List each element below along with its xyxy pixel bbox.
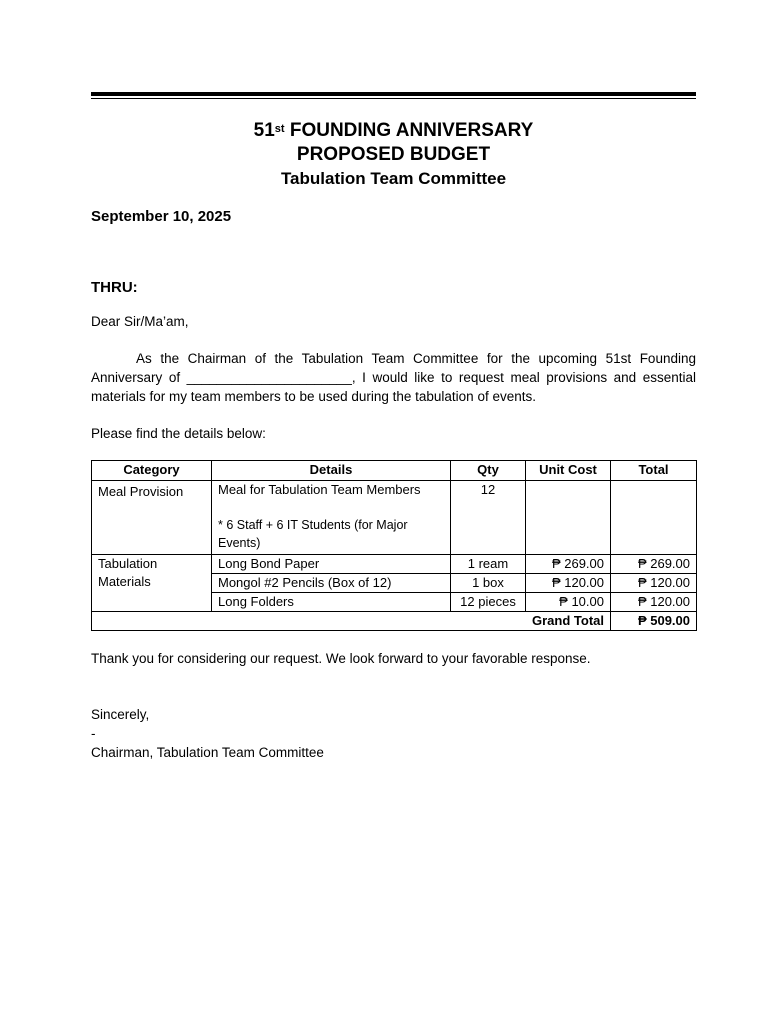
details-intro: Please find the details below: (91, 426, 266, 441)
grand-total-row (92, 612, 697, 631)
material-detail: Long Bond Paper (212, 555, 451, 574)
header-rule-thin (91, 98, 696, 99)
grand-total-value: ₱ 509.00 (611, 612, 697, 631)
document-subtitle: PROPOSED BUDGET (296, 144, 491, 165)
material-qty: 1 ream (451, 555, 526, 574)
document-title (91, 119, 696, 143)
material-qty: 1 box (451, 574, 526, 593)
material-total: ₱ 269.00 (611, 555, 697, 574)
title-number: 51 (253, 120, 275, 141)
meal-detail-note: * 6 Staff + 6 IT Students (for Major Events) (218, 518, 408, 550)
meal-detail-main: Meal for Tabulation Team Members (218, 482, 421, 497)
committee-name: Tabulation Team Committee (280, 169, 507, 188)
meal-qty: 12 (451, 481, 526, 555)
material-unit-cost: ₱ 120.00 (526, 574, 611, 593)
grand-total-label: Grand Total (92, 612, 611, 631)
title-suffix: st (274, 123, 285, 135)
material-detail: Long Folders (212, 593, 451, 612)
header-category: Category (92, 461, 212, 481)
table-header-row (92, 461, 697, 481)
meal-category: Meal Provision (92, 481, 212, 555)
salutation: Dear Sir/Ma’am, (91, 314, 189, 329)
request-paragraph: As the Chairman of the Tabulation Team Committee for the upcoming 51st Founding Anniversary of ______________________, I would like to request meal provisions and essential materials for my team members to be used during the tabulation of events. (91, 351, 696, 404)
material-qty: 12 pieces (451, 593, 526, 612)
header-qty: Qty (451, 461, 526, 481)
thru-label: THRU: (91, 279, 138, 296)
material-total: ₱ 120.00 (611, 574, 697, 593)
signature-placeholder: - (91, 726, 96, 741)
document-page (91, 92, 696, 762)
meal-total (611, 481, 697, 555)
letter-date: September 10, 2025 (91, 208, 232, 225)
signatory-title: Chairman, Tabulation Team Committee (91, 745, 324, 760)
header-details: Details (212, 461, 451, 481)
meal-unit-cost (526, 481, 611, 555)
budget-table (91, 460, 697, 631)
material-detail: Mongol #2 Pencils (Box of 12) (212, 574, 451, 593)
header-total: Total (611, 461, 697, 481)
meal-details (212, 481, 451, 555)
closing-paragraph: Thank you for considering our request. We look forward to your favorable response. (91, 651, 591, 666)
table-row (92, 555, 697, 574)
material-unit-cost: ₱ 269.00 (526, 555, 611, 574)
material-total: ₱ 120.00 (611, 593, 697, 612)
signoff: Sincerely, (91, 707, 150, 722)
table-row (92, 481, 697, 555)
materials-category: Tabulation Materials (92, 555, 212, 612)
material-unit-cost: ₱ 10.00 (526, 593, 611, 612)
title-rest: FOUNDING ANNIVERSARY (284, 120, 534, 141)
header-unit-cost: Unit Cost (526, 461, 611, 481)
